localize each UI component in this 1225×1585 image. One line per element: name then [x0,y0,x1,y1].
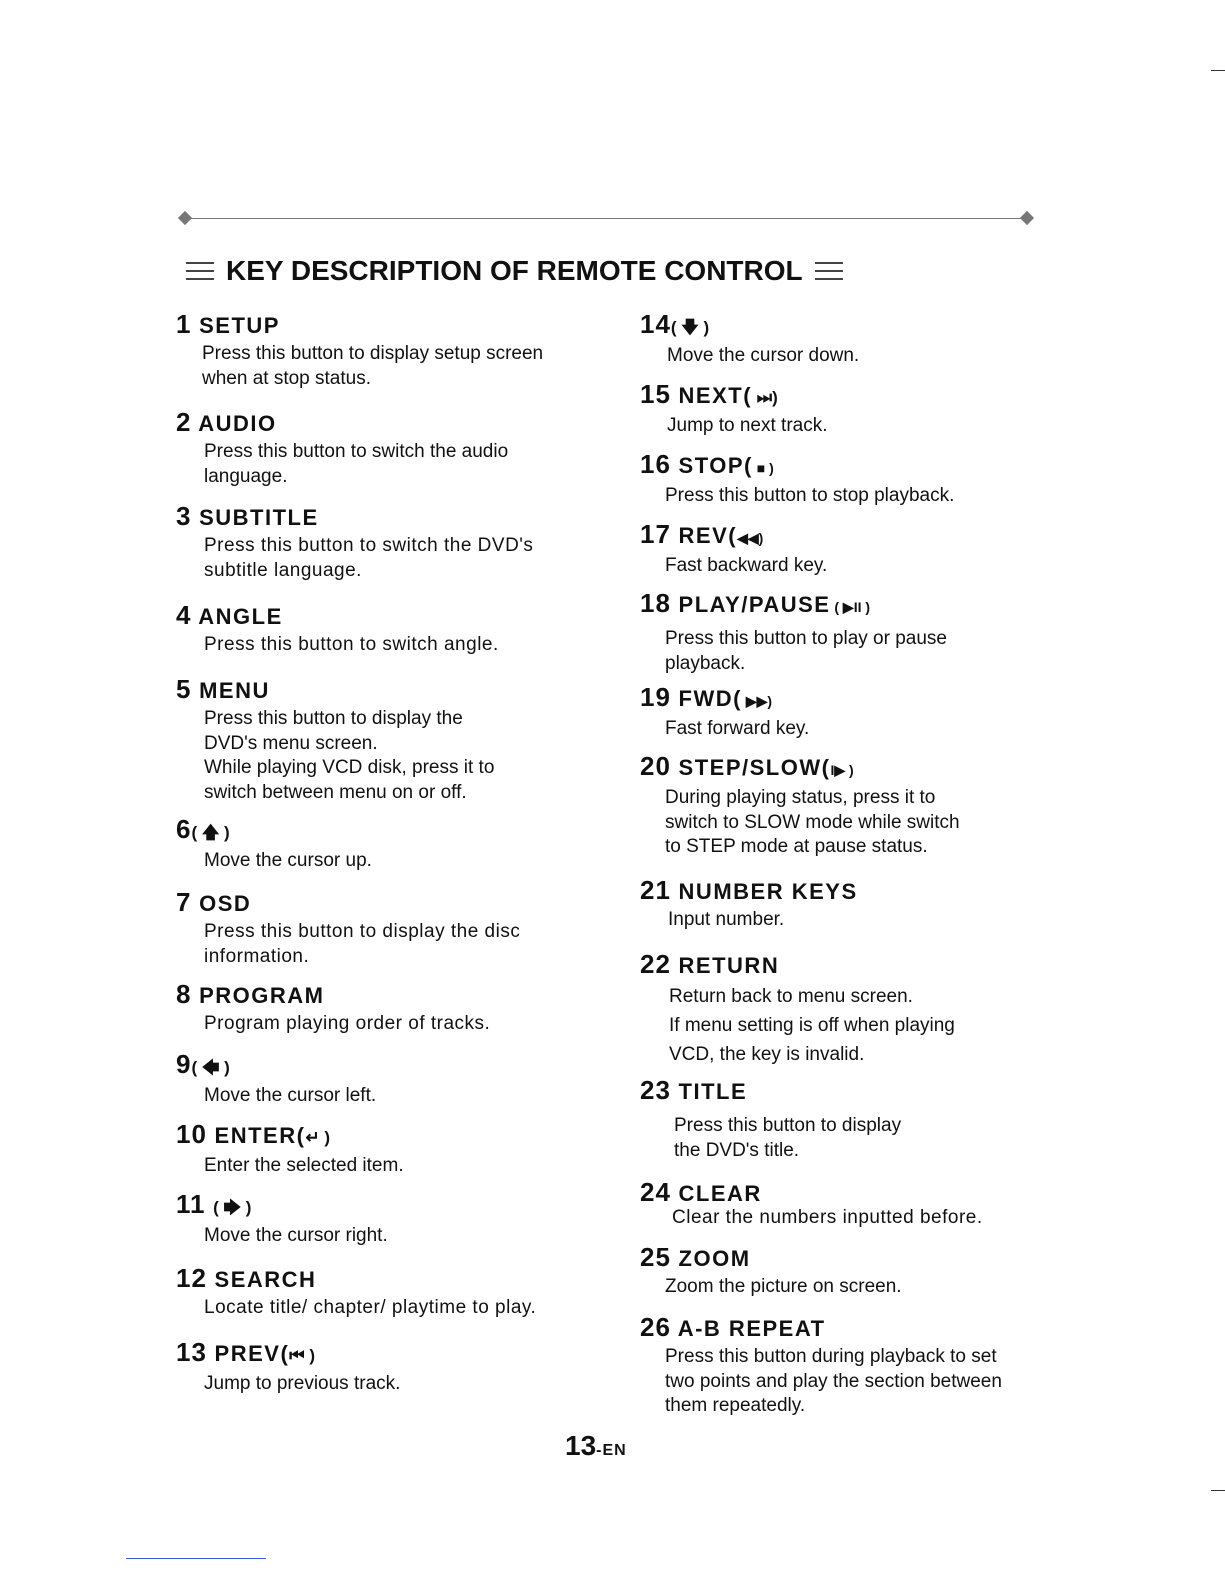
key-desc-line: to STEP mode at pause status. [665,836,928,857]
key-number: 22 [640,949,671,979]
key-number: 4 [176,600,192,630]
crop-mark-top [1211,70,1225,71]
key-entry-fwd [640,683,809,742]
key-desc-line: information. [204,945,310,967]
key-number: 17 [640,519,671,549]
key-desc-line: Enter the selected item. [204,1155,404,1176]
key-label: PROGRAM [199,983,325,1008]
arrow-up-icon: ( 🡅 ) [191,823,230,842]
key-desc-line: Press this button to switch angle. [204,634,499,655]
triple-bar-icon [186,262,214,280]
key-number: 6 [176,814,192,844]
key-label: REV( [678,523,738,548]
key-label: ANGLE [198,604,283,629]
rule-diamond-right [1020,211,1034,225]
key-desc-line: Clear the numbers inputted before. [672,1207,983,1228]
step-icon: I▶ ) [830,762,854,778]
key-label: AUDIO [198,411,277,436]
key-label: CLEAR [678,1181,762,1206]
key-desc-line: Jump to next track. [667,415,828,436]
key-entry-stop [640,450,954,509]
key-entry-program [176,980,490,1037]
skip-forward-icon: ⏭) [752,388,778,407]
key-label: STEP/SLOW( [678,755,831,780]
key-number: 20 [640,751,671,781]
rule-diamond-left [178,211,192,225]
key-entry-step-slow [640,752,960,860]
key-desc-line: language. [204,465,288,487]
key-entry-clear [640,1178,983,1231]
key-desc-line: Return back to menu screen. [669,986,913,1007]
key-label: PREV( [214,1341,290,1366]
key-number: 1 [176,309,192,339]
key-desc-line: Zoom the picture on screen. [665,1276,902,1297]
crop-mark-bottom [1211,1490,1225,1491]
key-desc-line: While playing VCD disk, press it to [204,757,495,778]
key-number: 21 [640,875,671,905]
key-desc-line: Press this button to display the [204,708,463,729]
key-number: 11 [176,1189,206,1219]
key-entry-menu [176,675,494,805]
key-desc-line: the DVD's title. [674,1139,800,1161]
key-desc-line: Jump to previous track. [204,1373,401,1394]
key-label: RETURN [678,953,780,978]
key-label: NEXT( [678,383,753,408]
key-number: 15 [640,379,671,409]
arrow-left-icon: ( 🡄 ) [191,1058,230,1077]
page-number-value: 13 [565,1430,597,1461]
top-rule [186,218,1022,219]
key-desc-line: two points and play the section between [665,1370,1002,1392]
key-desc-line: Locate title/ chapter/ playtime to play. [204,1297,537,1318]
key-desc-line: Press this button to display [674,1115,902,1136]
page-title-row [186,255,843,287]
key-desc-line: Press this button to switch the DVD's [204,535,534,556]
key-entry-title [640,1076,901,1163]
arrow-right-icon: ( 🡆 ) [213,1198,252,1217]
page-language-suffix: -EN [596,1442,627,1459]
key-entry-prev [176,1338,400,1397]
key-number: 10 [176,1119,207,1149]
triple-bar-icon [815,262,843,280]
key-desc-line: playback. [665,652,746,674]
play-pause-icon: ( ▶II ) [830,599,871,615]
key-label: MENU [199,678,270,703]
key-desc-line: Program playing order of tracks. [204,1013,491,1034]
key-desc-line: Move the cursor up. [204,850,372,871]
key-label: STOP( [678,453,753,478]
key-desc-line: Move the cursor right. [204,1225,388,1246]
page-title: KEY DESCRIPTION OF REMOTE CONTROL [226,255,803,286]
key-number: 23 [640,1075,671,1105]
key-entry-left [176,1050,376,1109]
key-entry-zoom [640,1243,902,1300]
key-number: 9 [176,1049,192,1079]
key-entry-angle [176,601,499,658]
key-desc-line: Fast forward key. [665,718,810,739]
key-entry-up [176,815,372,874]
key-entry-right [176,1190,388,1249]
key-label: SUBTITLE [199,505,319,530]
key-number: 13 [176,1337,207,1367]
key-number: 8 [176,979,192,1009]
key-entry-down [640,310,859,369]
key-number: 25 [640,1242,671,1272]
key-number: 18 [640,588,671,618]
skip-back-icon: ⏮ ) [289,1346,315,1365]
key-number: 5 [176,674,192,704]
key-label: ZOOM [678,1246,751,1271]
key-desc-line: Fast backward key. [665,555,828,576]
key-desc-line: Press this button during playback to set [665,1346,997,1367]
key-number: 2 [176,407,192,437]
key-label: PLAY/PAUSE [678,592,831,617]
stop-icon: ■ ) [752,460,774,476]
key-number: 14 [640,309,671,339]
key-label: SEARCH [214,1267,317,1292]
key-entry-rev [640,520,827,579]
key-label: NUMBER KEYS [678,879,858,904]
fast-forward-icon: ▶▶) [741,693,773,709]
key-desc-line: VCD, the key is invalid. [669,1044,865,1065]
key-entry-setup [176,310,543,391]
key-number: 7 [176,887,192,917]
key-label: TITLE [678,1079,748,1104]
key-entry-search [176,1264,536,1321]
key-label: FWD( [678,686,742,711]
key-number: 26 [640,1312,671,1342]
key-entry-return [640,950,955,1069]
key-number: 19 [640,682,671,712]
key-desc-line: Press this button to switch the audio [204,441,509,462]
key-desc-line: Press this button to play or pause [665,628,947,649]
key-desc-line: DVD's menu screen. [204,732,378,754]
key-desc-line: If menu setting is off when playing [669,1015,955,1036]
key-desc-line: Input number. [668,909,785,930]
key-desc-line: Move the cursor left. [204,1085,377,1106]
key-entry-play-pause [640,589,947,676]
key-entry-number-keys [640,876,858,933]
rewind-icon: ◀◀) [737,530,764,546]
key-desc-line: Move the cursor down. [667,345,860,366]
key-label: OSD [199,891,252,916]
key-desc-line: Press this button to display the disc [204,921,521,942]
key-number: 24 [640,1177,671,1207]
key-desc-line: Press this button to stop playback. [665,485,955,506]
key-number: 12 [176,1263,207,1293]
key-desc-line: switch to SLOW mode while switch [665,811,960,833]
key-desc-line: Press this button to display setup screen [202,343,544,364]
key-label: A-B REPEAT [677,1316,826,1341]
key-label: ENTER( [214,1123,306,1148]
key-label: SETUP [199,313,280,338]
key-entry-enter [176,1120,404,1179]
bottom-underline [126,1558,266,1559]
page-number [565,1430,627,1462]
arrow-down-icon: ( 🡇 ) [670,318,710,337]
key-number: 16 [640,449,671,479]
enter-icon: ↵ ) [305,1128,331,1147]
key-entry-audio [176,408,508,489]
key-desc-line: subtitle language. [204,559,362,581]
key-desc-line: switch between menu on or off. [204,781,467,803]
key-desc-line: when at stop status. [202,367,371,389]
key-entry-subtitle [176,502,533,583]
key-entry-ab-repeat [640,1313,1002,1419]
key-number: 3 [176,501,192,531]
key-entry-osd [176,888,520,969]
key-desc-line: them repeatedly. [665,1395,806,1416]
key-desc-line: During playing status, press it to [665,787,936,808]
key-entry-next [640,380,828,439]
